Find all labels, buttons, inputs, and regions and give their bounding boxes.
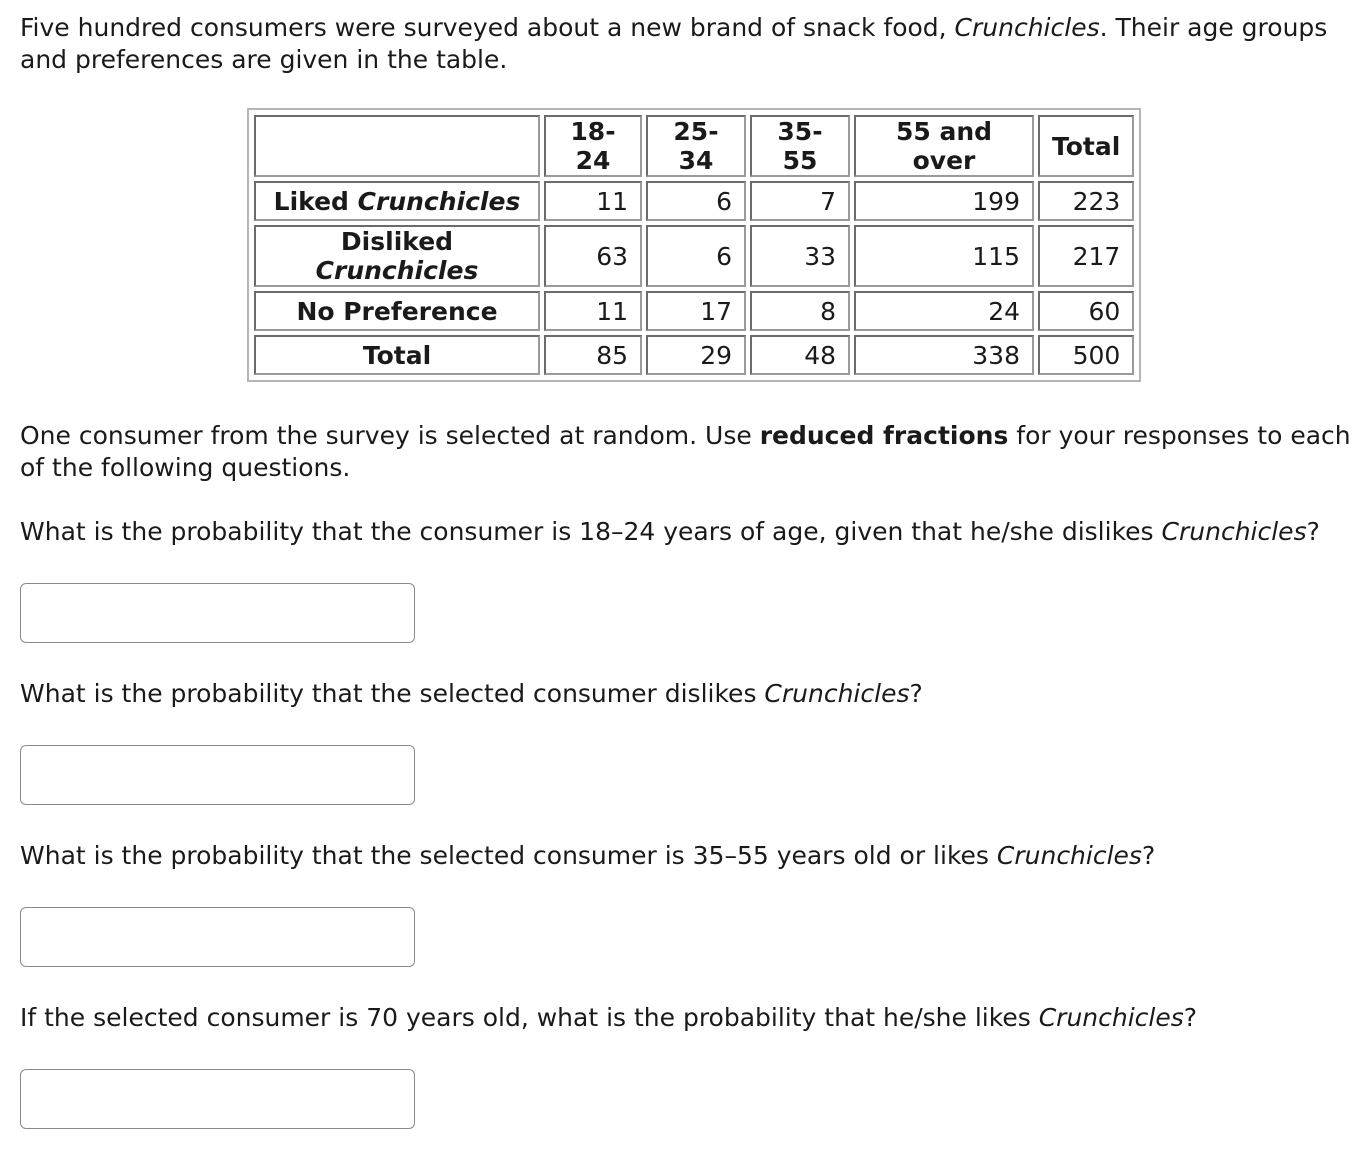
table-cell: 115 xyxy=(854,225,1034,287)
instructions-text-end: for your responses to each of the following questions. xyxy=(20,421,1351,482)
table-row xyxy=(254,225,1134,287)
table-cell: 33 xyxy=(750,225,850,287)
table-cell: 29 xyxy=(646,335,746,375)
intro-paragraph xyxy=(20,12,1352,76)
answer-input-2[interactable] xyxy=(20,745,415,805)
table-header-row xyxy=(254,115,1134,177)
table-cell: 500 xyxy=(1038,335,1134,375)
question-4: If the selected consumer is 70 years old, what is the probability that he/she likes Crunchicles? xyxy=(20,1003,1198,1032)
table-corner-cell xyxy=(254,115,540,177)
question-2: What is the probability that the selected consumer dislikes Crunchicles? xyxy=(20,679,923,708)
table-cell: 24 xyxy=(854,291,1034,331)
table-cell: 8 xyxy=(750,291,850,331)
table-cell: 11 xyxy=(544,181,642,221)
table-cell: 17 xyxy=(646,291,746,331)
answer-input-1[interactable] xyxy=(20,583,415,643)
answer-input-3[interactable] xyxy=(20,907,415,967)
row-label: Total xyxy=(254,335,540,375)
table-row xyxy=(254,335,1134,375)
row-label: No Preference xyxy=(254,291,540,331)
table-cell: 6 xyxy=(646,225,746,287)
column-header: 35-55 xyxy=(750,115,850,177)
row-label: Disliked Crunchicles xyxy=(254,225,540,287)
table-cell: 338 xyxy=(854,335,1034,375)
answer-input-4[interactable] xyxy=(20,1069,415,1129)
instructions-paragraph xyxy=(20,420,1360,484)
survey-table xyxy=(247,108,1141,382)
table-row xyxy=(254,181,1134,221)
table-cell: 85 xyxy=(544,335,642,375)
table-cell: 11 xyxy=(544,291,642,331)
question-1: What is the probability that the consumer is 18–24 years of age, given that he/she dislikes Crunchicles? xyxy=(20,517,1320,546)
intro-text: Five hundred consumers were surveyed about a new brand of snack food, xyxy=(20,13,955,42)
instructions-bold: reduced fractions xyxy=(759,421,1009,450)
table-cell: 7 xyxy=(750,181,850,221)
intro-brand: Crunchicles xyxy=(954,13,1100,42)
question-3: What is the probability that the selected consumer is 35–55 years old or likes Crunchicles? xyxy=(20,841,1156,870)
column-header: 55 and over xyxy=(854,115,1034,177)
table-cell: 60 xyxy=(1038,291,1134,331)
instructions-text: One consumer from the survey is selected at random. Use xyxy=(20,421,760,450)
intro-text-end: . Their age groups and preferences are given in the table. xyxy=(20,13,1328,74)
column-header: Total xyxy=(1038,115,1134,177)
table-row xyxy=(254,291,1134,331)
column-header: 25-34 xyxy=(646,115,746,177)
table-cell: 199 xyxy=(854,181,1034,221)
column-header: 18-24 xyxy=(544,115,642,177)
table-cell: 217 xyxy=(1038,225,1134,287)
table-cell: 63 xyxy=(544,225,642,287)
row-label: Liked Crunchicles xyxy=(254,181,540,221)
table-cell: 6 xyxy=(646,181,746,221)
table-cell: 223 xyxy=(1038,181,1134,221)
table-cell: 48 xyxy=(750,335,850,375)
